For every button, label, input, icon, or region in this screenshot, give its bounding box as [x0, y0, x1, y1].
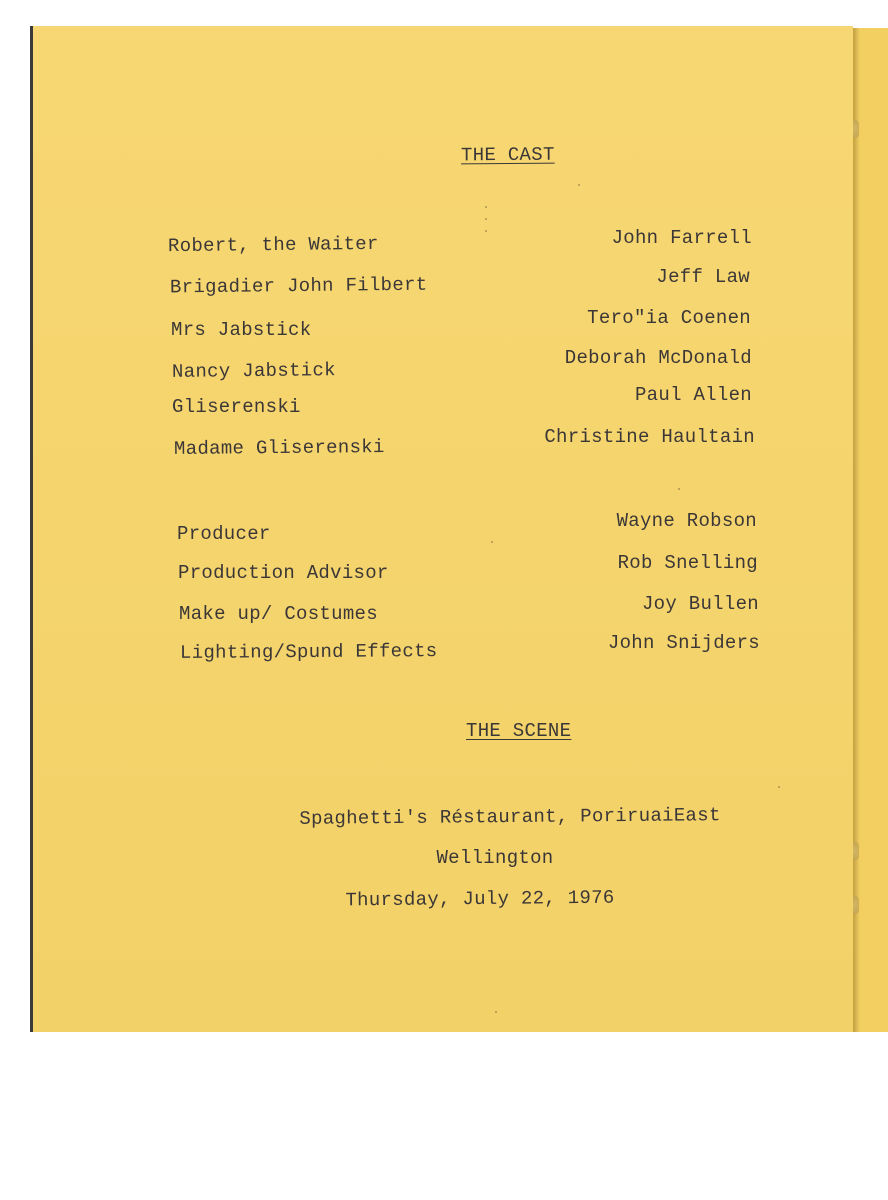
crew-role: Producer: [177, 523, 271, 545]
crew-name: Wayne Robson: [616, 510, 757, 532]
cast-actor: Paul Allen: [634, 384, 752, 406]
scene-heading: THE SCENE: [466, 720, 572, 742]
crew-role: Make up/ Costumes: [179, 603, 378, 625]
cast-actor: Deborah McDonald: [564, 347, 752, 369]
cast-actor: Jeff Law: [656, 266, 750, 288]
adjacent-page-edge: [853, 28, 888, 1032]
cast-role: Gliserenski: [172, 396, 301, 418]
scene-city: Wellington: [436, 847, 554, 869]
crew-name: John Snijders: [607, 632, 760, 654]
crew-role: Production Advisor: [178, 562, 389, 584]
cast-role: Nancy Jabstick: [171, 359, 336, 383]
crew-name: Rob Snelling: [617, 552, 758, 574]
cast-heading: THE CAST: [460, 143, 555, 167]
cast-role: Madame Gliserenski: [173, 436, 385, 460]
cast-actor: John Farrell: [611, 227, 752, 249]
cast-role: Robert, the Waiter: [167, 232, 379, 258]
scene-date: Thursday, July 22, 1976: [345, 886, 615, 912]
cast-actor: Tero″ia Coenen: [587, 307, 751, 329]
cast-actor: Christine Haultain: [544, 426, 755, 448]
cast-role: Brigadier John Filbert: [169, 273, 428, 299]
scene-location: Spaghetti's Réstaurant, PoriruaiEast: [299, 804, 721, 830]
cast-role: Mrs Jabstick: [171, 319, 312, 341]
crew-name: Joy Bullen: [641, 593, 759, 615]
crew-role: Lighting/Spund Effects: [179, 640, 438, 664]
